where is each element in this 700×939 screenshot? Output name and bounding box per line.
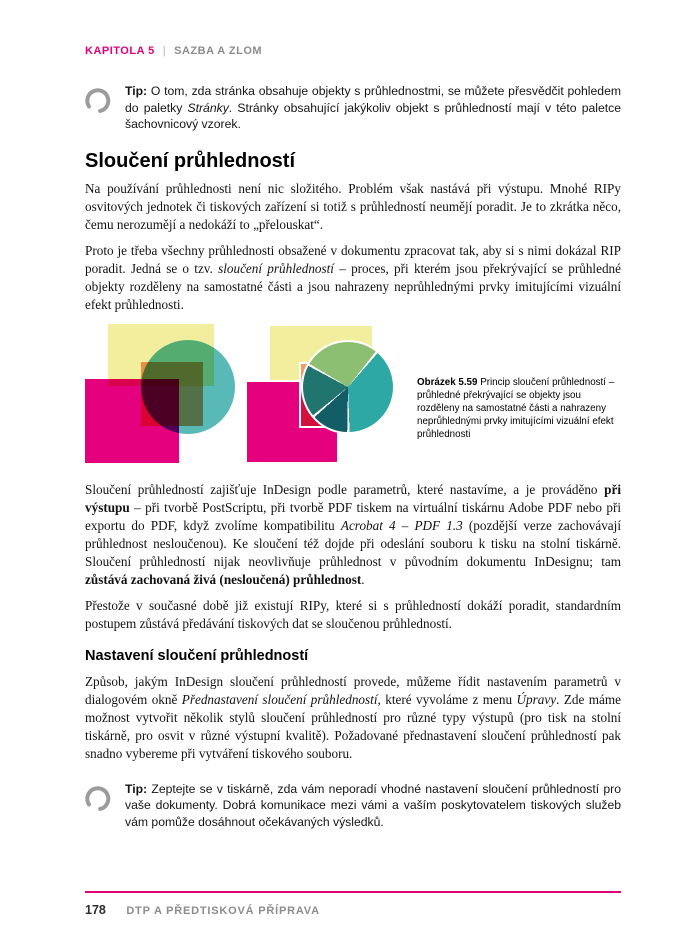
footer-rule: [85, 891, 621, 893]
section-label: SAZBA A ZLOM: [174, 45, 263, 57]
paragraph-2: Proto je třeba všechny průhlednosti obsažené v dokumentu zpracovat tak, aby si s nimi dokázal RIP poradit. Jedná se o tzv. sloučení průhledností – proces, při kterém jsou překrývající se průhledné objekty rozděleny na samostatné části a jsou nahrazeny neprůhlednými prvky imitujícími vizuální efekt průhlednosti.: [85, 242, 621, 312]
paragraph-3: Sloučení průhledností zajišťuje InDesign podle parametrů, které nastavíme, a je prováděno při výstupu – při tvorbě PostScriptu, při tvorbě PDF tiskem na virtuální tiskárnu Adobe PDF nebo při exportu do PDF, když zvolíme kompatibilitu Acrobat 4 – PDF 1.3 (pozdější verze zachovávají průhlednost nesloučenou). Ke sloučení též dojde při odeslání souboru k tisku na stolní tiskárně. Sloučení průhledností nijak neovlivňuje průhlednost v původním dokumentu InDesignu; tam zůstává zachovaná živá (nesloučená) průhlednost.: [85, 481, 621, 587]
subsection-heading: Nastavení sloučení průhledností: [85, 647, 309, 664]
figure-caption: Obrázek 5.59 Princip sloučení průhledností – průhledné překrývající se objekty jsou rozděleny na samostatné části a nahrazeny neprůhlednými prvky imitujícími vizuální efekt průhlednosti: [417, 376, 615, 440]
paragraph-1: Na používání průhlednosti není nic složitého. Problém však nastává při výstupu. Mnohé RIPy osvitových jednotek či tiskových zařízení si totiž s průhledností neumějí poradit. Je to zkrátka něco, čemu nerozumějí a nedokáží to „přelouskat“.: [85, 180, 621, 232]
section-heading: Sloučení průhledností: [85, 149, 296, 172]
teal-circle: [141, 340, 235, 434]
book-title: DTP A PŘEDTISKOVÁ PŘÍPRAVA: [126, 905, 320, 917]
page-content: [85, 0, 621, 830]
running-header: [85, 0, 621, 57]
tip-box-1: [85, 83, 621, 133]
flattened-artwork: [245, 324, 399, 472]
page-number: 178: [85, 903, 106, 917]
header-separator: |: [162, 45, 167, 57]
figure-5-59: [85, 324, 621, 473]
paragraph-5: Způsob, jakým InDesign sloučení průhledností provede, můžeme řídit nastavením parametrů v dialogovém okně Přednastavení sloučení průhledností, které vyvoláme z menu Úpravy. Zde máme možnost vytvořit několik stylů sloučení průhledností pro různé typy výstupů (pro tisk na stolní tiskárně, pro osvit v různé výstupní kvalitě). Požadované přednastavení sloučení průhledností pak snadno vybereme při vytváření tiskového souboru.: [85, 673, 621, 761]
flattened-teal-circle: [301, 340, 395, 434]
page-footer: [85, 891, 621, 919]
tip-icon: [85, 83, 112, 133]
transparent-artwork: [85, 324, 239, 472]
paragraph-4: Přestože v současné době již existují RIPy, které si s průhledností dokáží poradit, standardním postupem zůstává předávání tiskových dat se sloučenou průhledností.: [85, 597, 621, 631]
tip-box-2: [85, 781, 621, 831]
tip-icon: [85, 781, 112, 831]
tip-text: Tip: Zeptejte se v tiskárně, zda vám neporadí vhodné nastavení sloučení průhledností pro vaše dokumenty. Dobrá komunikace mezi vámi a vaším poskytovatelem tiskových služeb vám pomůže dosáhnout očekávaných výsledků.: [125, 781, 621, 829]
tip-text: Tip: O tom, zda stránka obsahuje objekty s průhlednostmi, se můžete přesvědčit pohledem do paletky Stránky. Stránky obsahující jakýkoliv objekt s průhledností mají v této paletce šachovnicový vzorek.: [125, 84, 622, 131]
chapter-label: KAPITOLA 5: [85, 45, 155, 57]
